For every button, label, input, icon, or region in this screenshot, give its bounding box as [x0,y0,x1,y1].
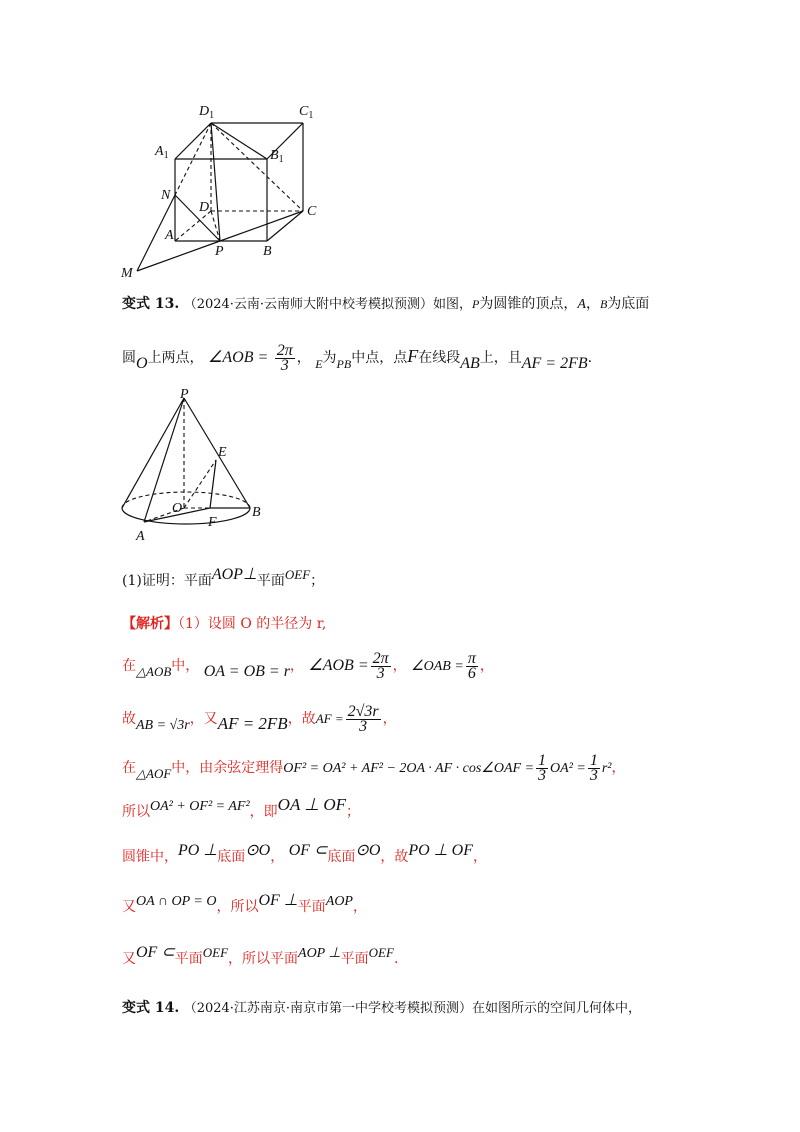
solution-line3: 故AB = √3r，又AF = 2FB，故AF = $\frac{2√3r}{3}$ ， [122,702,397,735]
label-d: D [199,200,210,215]
label-b: B [263,244,272,259]
cone-label-o: O [172,501,183,516]
label-p: P [215,244,224,259]
frac-2pi-3-sol: $\frac{2\pi}{3}$ [372,649,389,682]
label-n: N [161,188,171,203]
question-1: (1)证明：平面AOP⊥平面OEF； [122,566,325,589]
solution-line8: 又OF ⊂平面OEF，所以平面AOP ⊥平面OEF. [122,944,399,967]
label-c1: $C_1$ [299,104,314,121]
solution-line6: 圆锥中，PO ⊥底面⊙O， OF ⊂底面⊙O，故PO ⊥ OF， [122,842,487,865]
frac-pi-6: $\frac{\pi}{6}$ [467,649,476,682]
label-a: A [165,228,174,243]
v13-line2: 圆O上两点， ∠AOB = $\frac{2\pi}{3}$ ， E为PB中点，点F在线段AB上，且AF = 2FB. [122,341,593,374]
solution-line2: 在△AOB中， OA = OB = r， ∠AOB = $\frac{2\pi}{3}$ ， ∠OAB = $\frac{\pi}{6}$ ， [122,649,494,682]
cone-figure [118,388,278,548]
solution-line4: 在△AOF中，由余弦定理得OF² = OA² + AF² − 2OA · AF · cos∠OAF = $\frac{1}{3}$ OA² = $\frac{1}{3}$ r²， [122,751,626,784]
cone-label-e: E [218,445,227,460]
label-a1: $A_1$ [155,144,169,161]
frac-1-3-b: $\frac{1}{3}$ [589,751,598,784]
cone-label-b: B [252,505,261,520]
cube-figure [115,95,345,285]
cone-label-a: A [136,529,145,544]
solution-line7: 又OA ∩ OP = O，所以OF ⊥平面AOP， [122,892,367,915]
label-b1: $B_1$ [270,148,284,165]
v14-line: 变式 14. （2024·江苏南京·南京市第一中学校考模拟预测）在如图所示的空间几何体中， [122,1000,642,1016]
cone-label-p: P [180,388,189,402]
label-c: C [307,204,317,219]
frac-2pi-3: $\frac{2\pi}{3}$ [276,341,293,374]
frac-1-3-a: $\frac{1}{3}$ [538,751,547,784]
cone-label-f: F [208,515,217,530]
v13-line1: 变式 13. （2024·云南·云南师大附中校考模拟预测）如图，P为圆锥的顶点，A，B为底面 [122,296,650,312]
solution-line1: 【解析】（1）设圆 O 的半径为 r, [122,616,327,632]
label-d1: $D_1$ [199,104,215,121]
frac-2sqrt3r-3: $\frac{2√3r}{3}$ [347,702,379,735]
label-m: M [121,266,133,281]
solution-line5: 所以OA² + OF² = AF²，即OA ⊥ OF； [122,795,360,820]
